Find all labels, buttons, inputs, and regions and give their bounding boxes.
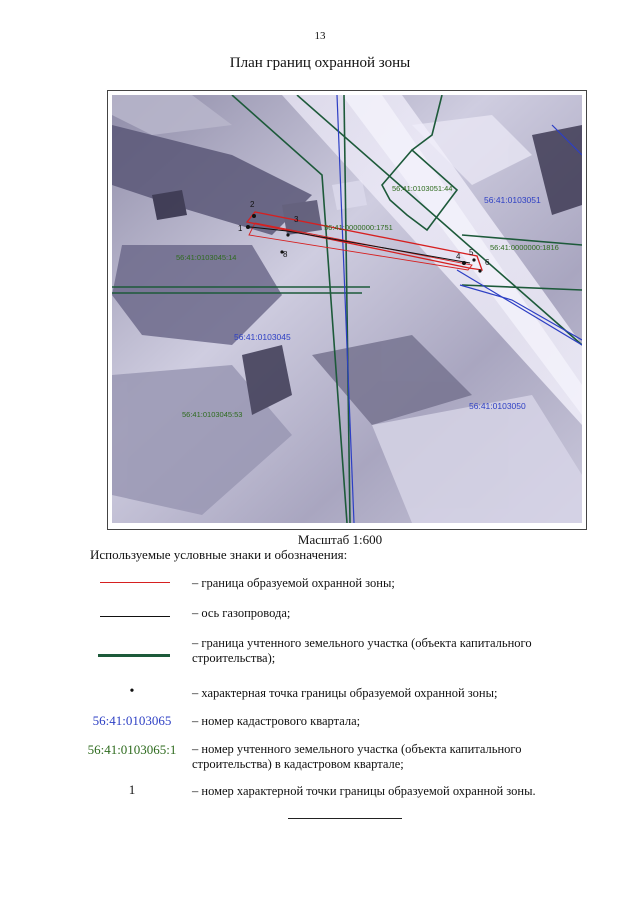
legend-heading: Используемые условные знаки и обозначения: (90, 547, 348, 562)
legend-row-pipe-axis (90, 604, 610, 624)
legend-text: – номер кадастрового квартала; (192, 714, 361, 728)
legend-row-parcel-boundary (90, 634, 610, 668)
zone-boundary-sample (100, 582, 170, 583)
page-number: 13 (314, 30, 326, 42)
cadastral-map (112, 95, 582, 523)
legend-row-parcel-number (87, 740, 610, 774)
point-label: 3 (294, 215, 299, 224)
legend-row-zone-boundary (90, 574, 610, 594)
quarter-number-label: 56:41:0103051 (484, 195, 541, 205)
point-label: 8 (283, 250, 288, 259)
legend-row-point-number (90, 782, 610, 802)
parcel-number-label: 56:41:0103051:44 (392, 184, 453, 193)
quarter-number-label: 56:41:0103050 (469, 401, 526, 411)
point-label: 6 (485, 258, 490, 267)
parcel-boundary-sample (98, 654, 170, 657)
parcel-number-label: 56:41:0000000:1816 (490, 243, 559, 252)
point-label: 2 (250, 200, 255, 209)
legend-text: – номер характерной точки границы образуемой охранной зоны. (192, 784, 536, 798)
quarter-number-label: 56:41:0103045 (234, 332, 291, 342)
legend-text: – ось газопровода; (192, 606, 291, 620)
parcel-number-sample: 56:41:0103065:1 (87, 742, 177, 757)
pipe-axis-sample (100, 616, 170, 617)
legend-text: – номер учтенного земельного участка (объекта капитального строительства) в кадастровом квартале; (192, 742, 522, 771)
legend-text: – граница учтенного земельного участка (объекта капитального строительства); (192, 636, 532, 665)
point-label: 1 (238, 224, 243, 233)
legend-text: – граница образуемой охранной зоны; (192, 576, 395, 590)
legend-row-quarter-number (90, 712, 610, 732)
map-frame (107, 90, 587, 530)
parcel-number-label: 56:41:0103045:14 (176, 253, 237, 262)
point-sample: • (129, 684, 135, 699)
quarter-number-sample: 56:41:0103065 (92, 713, 172, 728)
footer-divider (288, 818, 402, 819)
legend-text: – характерная точка границы образуемой охранной зоны; (192, 686, 498, 700)
legend-row-point (90, 684, 610, 704)
map-scale: Масштаб 1:600 (297, 532, 383, 547)
page-title: План границ охранной зоны (229, 55, 411, 71)
parcel-number-label: 56:41:0103045:53 (182, 410, 243, 419)
point-number-sample: 1 (128, 782, 136, 797)
parcel-number-label: 56:41:0000000:1751 (324, 223, 393, 232)
point-label: 4 (456, 252, 461, 261)
point-label: 5 (469, 248, 474, 257)
